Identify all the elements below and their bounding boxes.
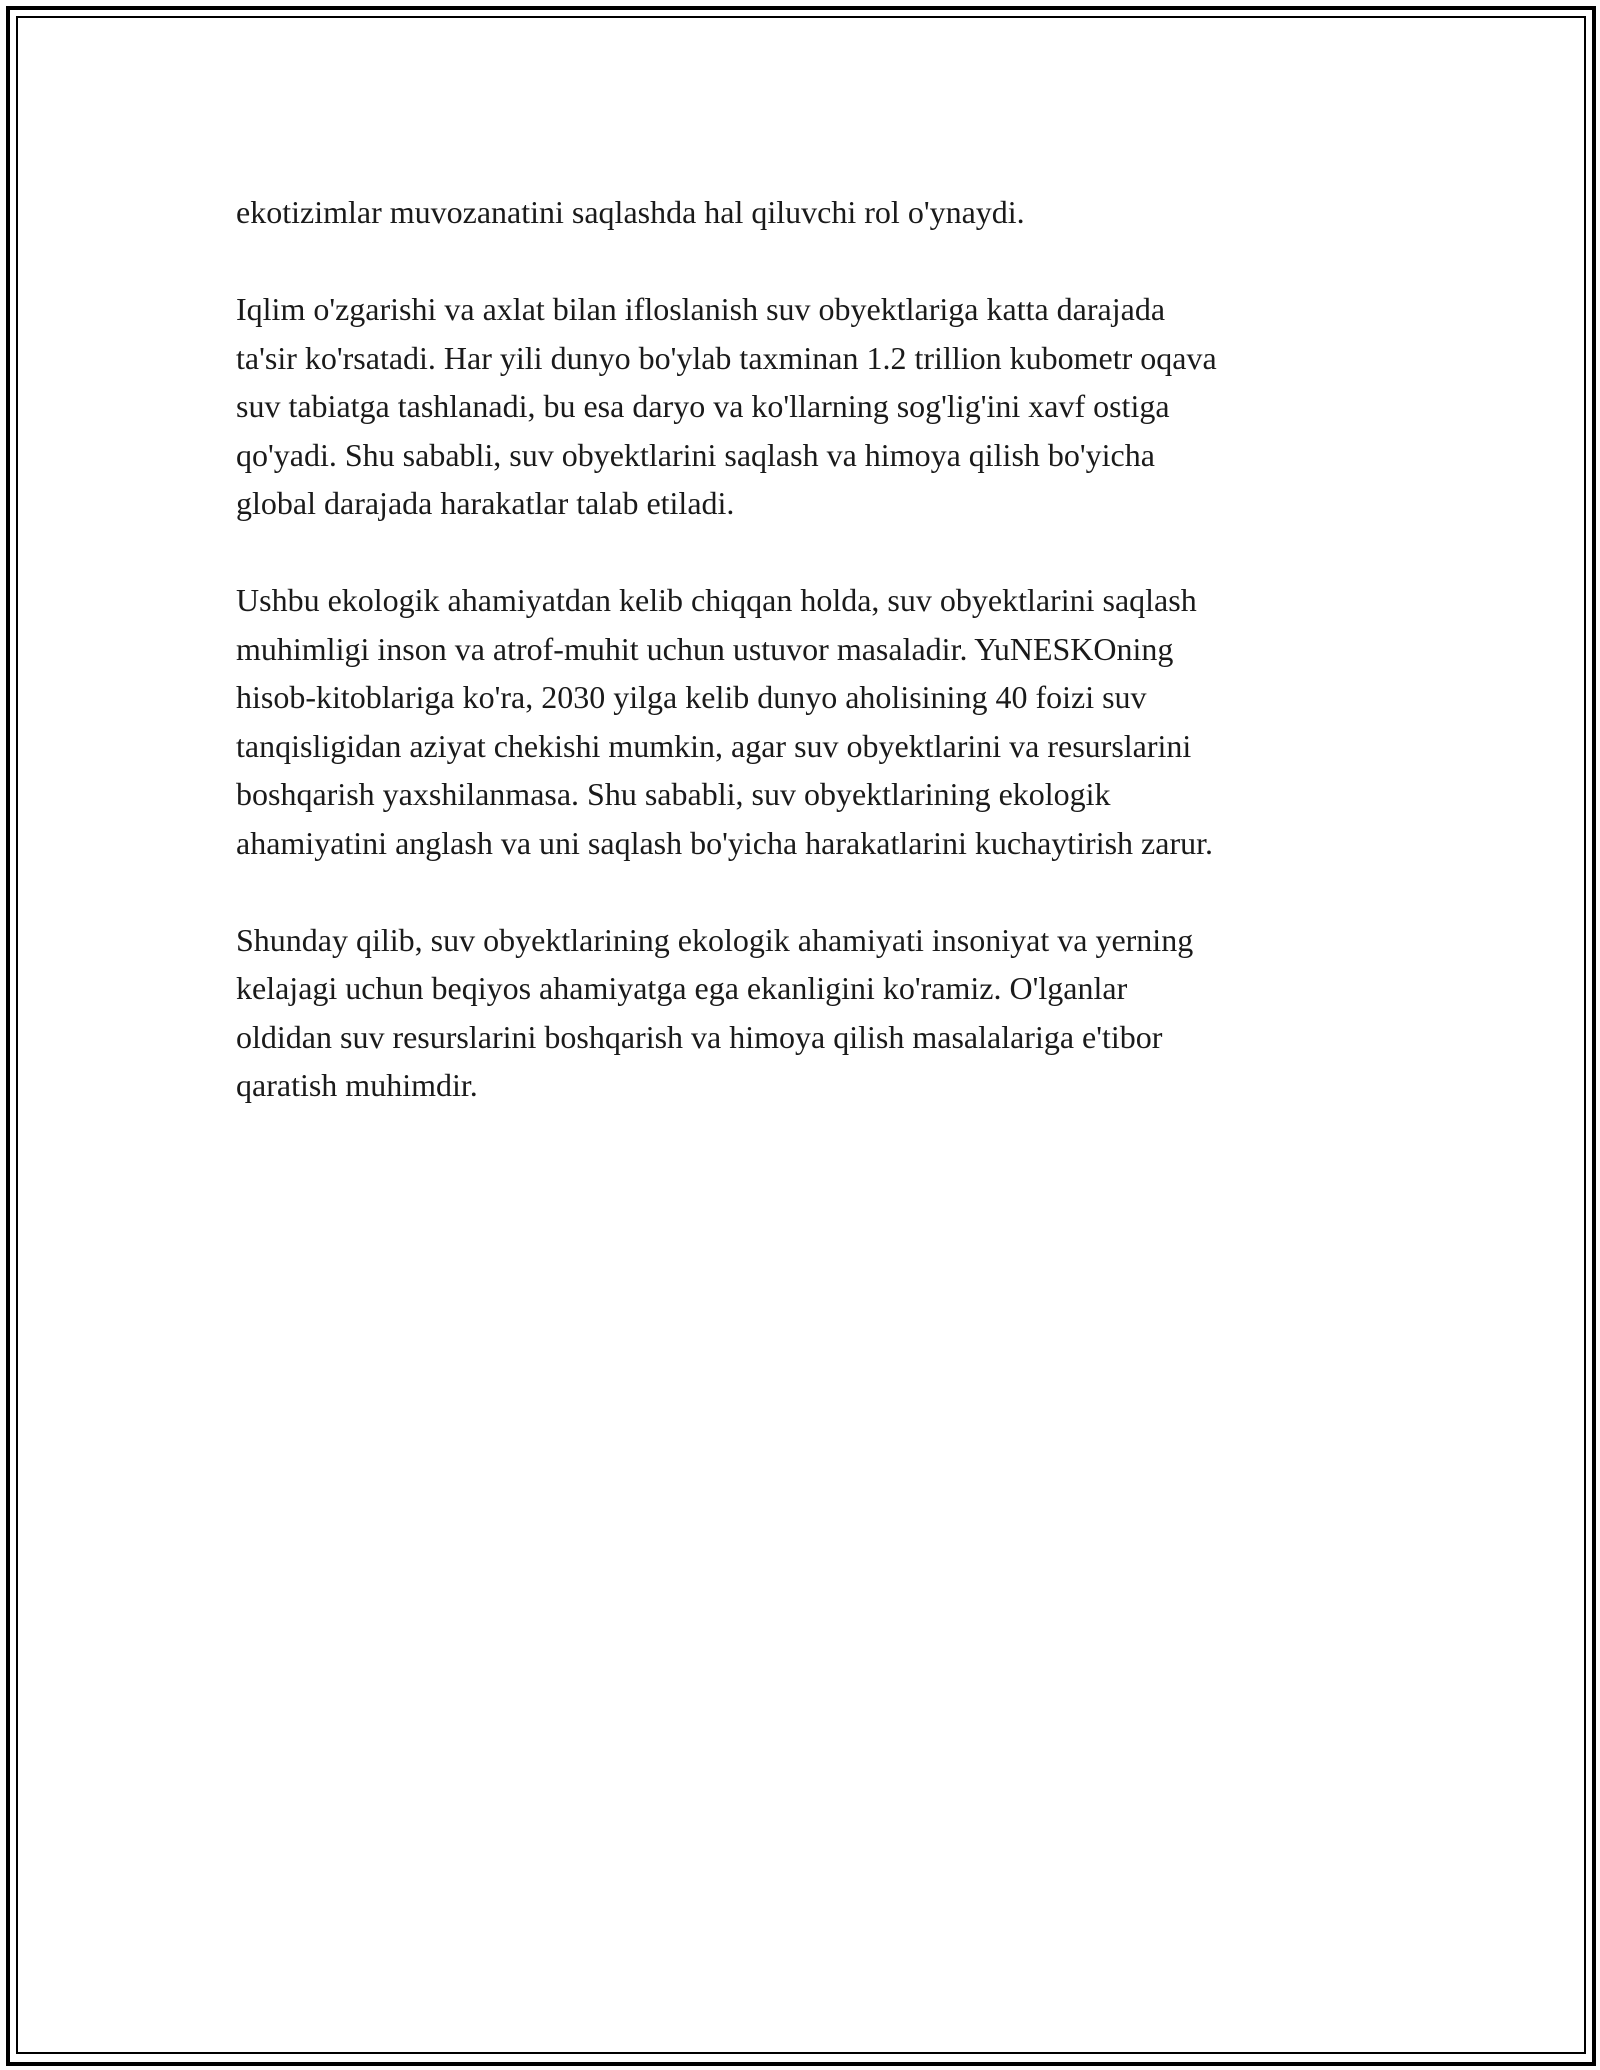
text-line: muhimligi inson va atrof-muhit uchun ustuvor masaladir. YuNESKOning bbox=[236, 630, 1174, 667]
text-line: qaratish muhimdir. bbox=[236, 1067, 478, 1103]
text-line: ta'sir ko'rsatadi. Har yili dunyo bo'ylab taxminan 1.2 trillion kubometr oqava bbox=[236, 339, 1217, 376]
text-line: qo'yadi. Shu sababli, suv obyektlarini saqlash va himoya qilish bo'yicha bbox=[236, 436, 1155, 473]
text-line: boshqarish yaxshilanmasa. Shu sababli, suv obyektlarining ekologik bbox=[236, 776, 1111, 812]
text-line: ahamiyatini anglash va uni saqlash bo'yicha harakatlarini kuchaytirish zarur. bbox=[236, 824, 1213, 861]
text-line: oldidan suv resurslarini boshqarish va himoya qilish masalalariga e'tibor bbox=[236, 1018, 1163, 1055]
document-body bbox=[236, 188, 1386, 1158]
text-line: kelajagi uchun beqiyos ahamiyatga ega ekanligini ko'ramiz. O'lganlar bbox=[236, 970, 1128, 1006]
text-line: suv tabiatga tashlanadi, bu esa daryo va ko'llarning sog'lig'ini xavf ostiga bbox=[236, 388, 1170, 424]
paragraph-3 bbox=[236, 576, 1386, 867]
text-line: Ushbu ekologik ahamiyatdan kelib chiqqan holda, suv obyektlarini saqlash bbox=[236, 582, 1197, 618]
paragraph-2 bbox=[236, 285, 1386, 528]
paragraph-4 bbox=[236, 916, 1386, 1110]
text-line: hisob-kitoblariga ko'ra, 2030 yilga kelib dunyo aholisining 40 foizi suv bbox=[236, 679, 1147, 715]
text-line: Iqlim o'zgarishi va axlat bilan ifloslanish suv obyektlariga katta darajada bbox=[236, 291, 1166, 327]
text-line: ekotizimlar muvozanatini saqlashda hal qiluvchi rol o'ynaydi. bbox=[236, 194, 1025, 230]
text-line: Shunday qilib, suv obyektlarining ekologik ahamiyati insoniyat va yerning bbox=[236, 921, 1194, 958]
paragraph-1 bbox=[236, 188, 1386, 237]
text-line: global darajada harakatlar talab etiladi. bbox=[236, 485, 735, 521]
text-line: tanqisligidan aziyat chekishi mumkin, agar suv obyektlarini va resurslarini bbox=[236, 727, 1192, 764]
